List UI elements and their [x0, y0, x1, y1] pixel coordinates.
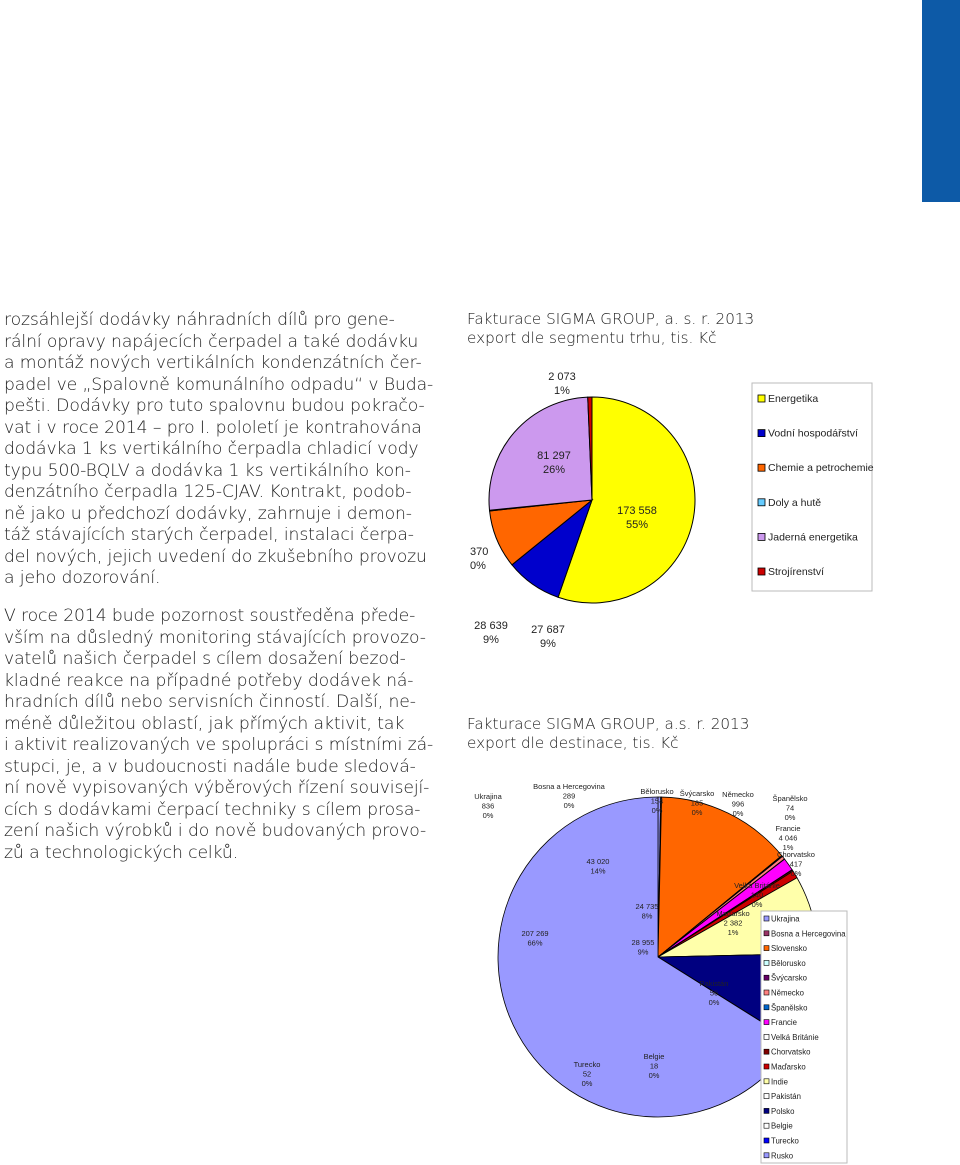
pie-value-label: 0%	[732, 809, 744, 818]
legend-label: Energetika	[768, 393, 819, 405]
pie-value-label: 996	[731, 799, 745, 809]
legend-swatch	[764, 1049, 769, 1054]
text-line: stupci, je, a v budoucnosti nadále bude sledová-	[4, 756, 416, 777]
pie-value-label: 2 382	[723, 918, 743, 928]
legend-swatch	[764, 1005, 769, 1010]
legend-swatch	[758, 568, 765, 575]
legend-swatch	[758, 499, 765, 506]
pie-value-label: Maďarsko	[716, 909, 750, 918]
chart-title-destination-line-1: Fakturace SIGMA GROUP, a.s. r. 2013	[467, 715, 750, 733]
text-line: cích s dodávkami čerpací techniky s cílem prosa-	[4, 799, 421, 820]
pie-value-label: 0%	[784, 813, 796, 822]
pie-value-label: Bosna a Hercegovina	[533, 782, 605, 791]
text-line: pešti. Dodávky pro tuto spalovnu budou pokračo-	[4, 396, 425, 416]
text-line: del nových, jejich uvedení do zkušebního provozu	[4, 546, 427, 567]
legend-swatch	[758, 430, 765, 437]
legend-label: Indie	[771, 1077, 788, 1087]
pie-value-label: 154	[650, 796, 664, 806]
text-line: méně důležitou oblastí, jak přímých aktivit, tak	[4, 713, 405, 734]
chart-title-segment-line-2: export dle segmentu trhu, tis. Kč	[467, 329, 717, 347]
legend-swatch	[764, 1064, 769, 1069]
pie-value-label: 0%	[470, 560, 486, 572]
legend-swatch	[758, 533, 765, 540]
pie-value-label: Velká Británie	[734, 881, 780, 890]
pie-value-label: Švýcarsko	[679, 789, 715, 798]
pie-value-label: 9%	[637, 947, 649, 957]
text-line: hradních dílů nebo servisních činností. Další, ne-	[4, 692, 416, 712]
pie-value-label: 289	[562, 791, 576, 801]
pie-value-label: 4 046	[778, 833, 798, 843]
pie-value-label: 52	[582, 1069, 592, 1079]
pie-value-label: 9%	[540, 638, 556, 650]
legend-swatch	[764, 1094, 769, 1099]
legend-label: Slovensko	[771, 944, 807, 954]
legend-label: Francie	[771, 1018, 797, 1028]
legend-swatch	[764, 1153, 769, 1158]
text-line: táž stávajících starých čerpadel, instalaci čerpa-	[4, 525, 414, 545]
text-line: zů a technologických celků.	[4, 842, 239, 863]
pie-value-label: 66%	[527, 938, 543, 948]
pie-value-label: 56	[709, 988, 719, 998]
legend-label: Německo	[771, 988, 804, 998]
pie-value-label: 74	[785, 803, 795, 813]
pie-value-label: 0%	[651, 806, 663, 815]
pie-value-label: Turecko	[573, 1060, 601, 1069]
legend-swatch	[764, 946, 769, 951]
legend-swatch	[764, 931, 769, 936]
text-line: kladné reakce na případné potřeby dodávek ná-	[4, 670, 414, 691]
text-line: ní nově vypisovaných výběrových řízení souvisejí-	[4, 778, 430, 798]
pie-value-label: 55%	[625, 519, 649, 531]
pie-value-label: 185	[690, 798, 704, 808]
chart-title-segment-line-1: Fakturace SIGMA GROUP, a. s. r. 2013	[467, 310, 755, 328]
legend-swatch	[764, 990, 769, 995]
pie-value-label: 173 558	[617, 505, 657, 517]
text-line: ně jako u předchozí dodávky, zahrnuje i demon-	[4, 503, 412, 524]
legend-label: Rusko	[771, 1151, 794, 1161]
pie-value-label: 28 955	[631, 938, 655, 947]
pie-value-label: 28 639	[474, 620, 508, 632]
pie-value-label: 207 269	[521, 929, 549, 938]
pie-value-label: 24 735	[635, 902, 659, 911]
text-line: V roce 2014 bude pozornost soustředěna přede-	[4, 606, 416, 626]
pie-value-label: 0%	[790, 869, 802, 878]
text-line: denzátního čerpadla 125-CJAV. Kontrakt, podob-	[4, 482, 412, 502]
legend-swatch	[764, 1138, 769, 1143]
legend-swatch	[764, 1079, 769, 1084]
text-line: vatelů našich čerpadel s cílem dosažení bezod-	[4, 649, 406, 669]
pie-value-label: 140	[750, 890, 764, 900]
pie-value-label: 27 687	[531, 624, 565, 636]
legend-label: Strojírenství	[768, 566, 825, 578]
legend-label: Ukrajina	[771, 914, 800, 924]
pie-value-label: 417	[789, 859, 803, 869]
text-line: dodávka 1 ks vertikálního čerpadla chladicí vody	[4, 439, 419, 459]
pie-value-label: Chorvatsko	[777, 850, 815, 859]
pie-value-label: 1%	[554, 385, 570, 397]
legend-swatch	[764, 960, 769, 965]
pie-value-label: 8%	[641, 911, 653, 921]
legend-label: Chemie a petrochemie	[768, 462, 874, 475]
pie-value-label: Belgie	[643, 1052, 665, 1061]
legend-label: Chorvatsko	[771, 1047, 811, 1057]
text-line: vat i v roce 2014 – pro I. pololetí je kontrahována	[4, 417, 422, 438]
legend-label: Velká Británie	[771, 1032, 819, 1042]
text-line: padel ve „Spalovně komunálního odpadu“ v Buda-	[4, 374, 434, 395]
pie-value-label: 0%	[691, 808, 703, 817]
pie-value-label: 370	[470, 546, 489, 558]
pie-value-label: 0%	[482, 811, 494, 820]
legend-swatch	[764, 1020, 769, 1025]
legend-label: Španělsko	[771, 1003, 808, 1013]
pie-value-label: Španělsko	[772, 794, 808, 803]
pie-value-label: 1%	[782, 843, 794, 852]
legend-label: Bělorusko	[771, 958, 806, 968]
text-line: rální opravy napájecích čerpadel a také dodávku	[4, 331, 419, 352]
text-line: i aktivit realizovaných ve spolupráci s místními zá-	[4, 735, 434, 755]
legend-label: Belgie	[771, 1121, 793, 1131]
legend-swatch	[764, 1034, 769, 1039]
pie-value-label: 0%	[648, 1071, 660, 1080]
text-line: a jeho dozorování.	[4, 568, 161, 588]
pie-value-label: 0%	[581, 1079, 593, 1088]
pie-value-label: Ukrajina	[474, 792, 502, 801]
pie-value-label: Německo	[722, 790, 754, 799]
legend-swatch	[764, 1123, 769, 1128]
legend-label: Turecko	[771, 1136, 799, 1146]
pie-value-label: 14%	[590, 866, 606, 876]
pie-value-label: 836	[481, 801, 495, 811]
legend-label: Jaderná energetika	[768, 531, 858, 544]
legend-swatch	[764, 916, 769, 921]
legend-swatch	[758, 464, 765, 471]
legend-swatch	[764, 975, 769, 980]
pie-value-label: 18	[649, 1061, 659, 1071]
legend-label: Bosna a Hercegovina	[771, 929, 846, 939]
legend-label: Pakistán	[771, 1092, 801, 1102]
pie-value-label: Bělorusko	[640, 787, 674, 796]
pie-value-label: 0%	[708, 998, 720, 1007]
pie-value-label: 0%	[563, 801, 575, 810]
legend-label: Vodní hospodářství	[768, 427, 858, 440]
text-line: rozsáhlejší dodávky náhradních dílů pro gene-	[4, 310, 395, 330]
legend-label: Švýcarsko	[771, 973, 807, 983]
legend-label: Polsko	[771, 1106, 795, 1116]
legend-swatch	[758, 395, 765, 402]
pie-value-label: 2 073	[548, 371, 576, 383]
pie-value-label: Francie	[775, 824, 801, 833]
text-line: vším na důsledný monitoring stávajících provozo-	[4, 627, 426, 648]
pie-value-label: 26%	[542, 464, 566, 476]
chart-title-destination-line-2: export dle destinace, tis. Kč	[467, 734, 679, 752]
pie-value-label: Pakistán	[699, 979, 729, 988]
pie-value-label: 1%	[727, 928, 739, 937]
legend-box	[752, 383, 872, 591]
legend-label: Maďarsko	[771, 1062, 806, 1072]
pie-value-label: 43 020	[586, 857, 610, 866]
pie-value-label: 81 297	[537, 450, 571, 462]
text-line: zení našich výrobků i do nově budovaných provo-	[4, 821, 427, 841]
pie-value-label: 9%	[483, 634, 499, 646]
legend-label: Doly a hutě	[768, 496, 822, 509]
text-line: typu 500-BQLV a dodávka 1 ks vertikálního kon-	[4, 460, 411, 481]
text-line: a montáž nových vertikálních kondenzátních čer-	[4, 353, 422, 373]
pie-value-label: 0%	[751, 900, 763, 909]
legend-swatch	[764, 1108, 769, 1113]
